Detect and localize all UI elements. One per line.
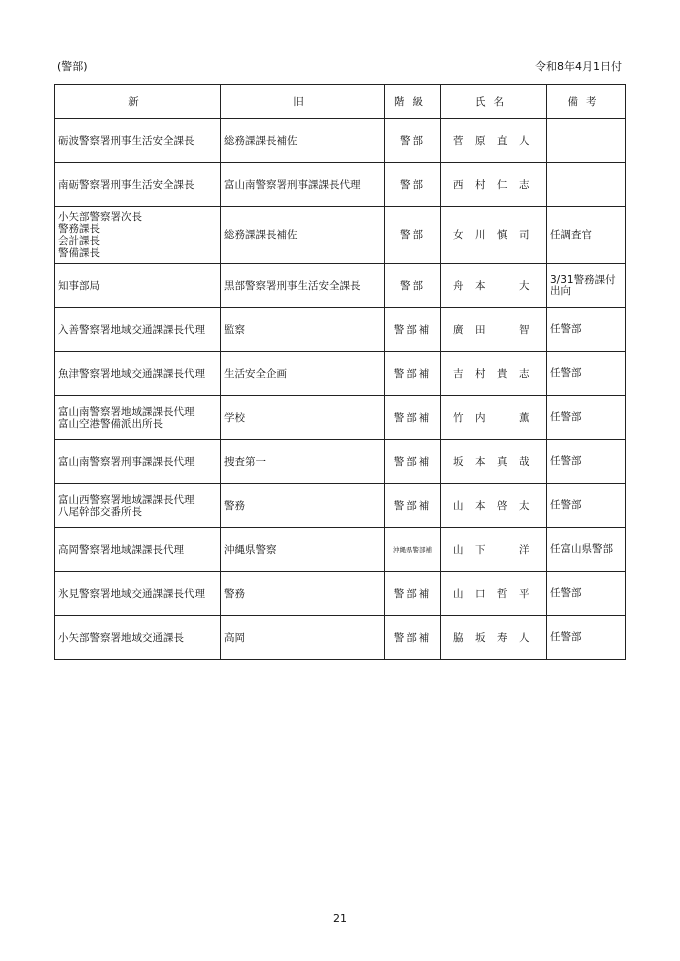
column-header-rank: 階級 bbox=[385, 85, 441, 119]
name-char: 竹 bbox=[453, 411, 464, 424]
table-row bbox=[55, 484, 626, 528]
cell-note bbox=[547, 163, 626, 207]
name-char: 志 bbox=[519, 367, 530, 380]
new-position-line: 警務課長 bbox=[58, 223, 100, 235]
name-char: 志 bbox=[519, 178, 530, 191]
cell-name bbox=[441, 396, 547, 440]
cell-rank: 警部補 bbox=[385, 352, 441, 396]
new-position-line: 魚津警察署地域交通課課長代理 bbox=[58, 367, 205, 380]
new-position-line: 南砺警察署刑事生活安全課長 bbox=[58, 178, 195, 191]
name-char: 本 bbox=[475, 279, 486, 292]
new-position-line: 小矢部警察署次長 bbox=[58, 211, 142, 223]
name-char: 大 bbox=[519, 279, 530, 292]
cell-new-position bbox=[55, 308, 221, 352]
cell-rank: 警部補 bbox=[385, 616, 441, 660]
name-char: 本 bbox=[475, 455, 486, 468]
cell-rank: 警部 bbox=[385, 163, 441, 207]
name-char: 西 bbox=[453, 178, 464, 191]
cell-new-position bbox=[55, 440, 221, 484]
name-char: 坂 bbox=[475, 631, 486, 644]
table-row bbox=[55, 616, 626, 660]
cell-note bbox=[547, 119, 626, 163]
name-char: 哉 bbox=[519, 455, 530, 468]
new-position-line: 高岡警察署地域課課長代理 bbox=[58, 543, 184, 556]
cell-note: 任富山県警部 bbox=[547, 528, 626, 572]
name-char: 貴 bbox=[497, 367, 508, 380]
cell-new-position bbox=[55, 207, 221, 264]
section-label: (警部) bbox=[57, 60, 88, 73]
name-char: 洋 bbox=[519, 543, 530, 556]
name-char: 女 bbox=[453, 229, 464, 241]
cell-note: 任警部 bbox=[547, 440, 626, 484]
cell-rank: 警部補 bbox=[385, 484, 441, 528]
new-position-line: 富山南警察署刑事課課長代理 bbox=[58, 455, 195, 468]
table-row bbox=[55, 396, 626, 440]
new-position-line: 砺波警察署刑事生活安全課長 bbox=[58, 134, 195, 147]
name-char: 山 bbox=[453, 587, 464, 600]
cell-new-position bbox=[55, 572, 221, 616]
column-header-name: 氏名 bbox=[441, 85, 547, 119]
cell-old-position: 警務 bbox=[221, 572, 385, 616]
cell-rank: 警部 bbox=[385, 264, 441, 308]
cell-new-position bbox=[55, 352, 221, 396]
name-char: 田 bbox=[475, 323, 486, 336]
cell-rank: 警部補 bbox=[385, 572, 441, 616]
new-position-line: 富山西警察署地域課課長代理 bbox=[58, 493, 195, 506]
name-char: 本 bbox=[475, 499, 486, 512]
new-position-line: 小矢部警察署地域交通課長 bbox=[58, 631, 184, 644]
cell-new-position bbox=[55, 119, 221, 163]
name-char: 下 bbox=[475, 543, 486, 556]
cell-name bbox=[441, 264, 547, 308]
name-char: 原 bbox=[475, 134, 486, 147]
name-char: 哲 bbox=[497, 587, 508, 600]
cell-old-position: 監察 bbox=[221, 308, 385, 352]
name-char: 平 bbox=[519, 587, 530, 600]
table-row bbox=[55, 528, 626, 572]
cell-name bbox=[441, 572, 547, 616]
cell-old-position: 総務課課長補佐 bbox=[221, 119, 385, 163]
cell-name bbox=[441, 484, 547, 528]
cell-name bbox=[441, 163, 547, 207]
cell-name bbox=[441, 352, 547, 396]
name-char: 薫 bbox=[519, 411, 530, 424]
effective-date: 令和8年4月1日付 bbox=[535, 60, 622, 73]
cell-name bbox=[441, 616, 547, 660]
name-char: 川 bbox=[475, 229, 486, 241]
name-char: 村 bbox=[475, 178, 486, 191]
cell-new-position bbox=[55, 163, 221, 207]
cell-rank: 警部 bbox=[385, 207, 441, 264]
table-row bbox=[55, 264, 626, 308]
name-char: 脇 bbox=[453, 631, 464, 644]
name-char: 山 bbox=[453, 543, 464, 556]
cell-old-position: 黒部警察署刑事生活安全課長 bbox=[221, 264, 385, 308]
column-header-new: 新 bbox=[55, 85, 221, 119]
name-char: 山 bbox=[453, 499, 464, 512]
cell-rank: 警部 bbox=[385, 119, 441, 163]
cell-old-position: 学校 bbox=[221, 396, 385, 440]
name-char: 廣 bbox=[453, 323, 464, 336]
table-row bbox=[55, 572, 626, 616]
name-char: 舟 bbox=[453, 279, 464, 292]
cell-old-position: 捜査第一 bbox=[221, 440, 385, 484]
cell-note: 任調査官 bbox=[547, 207, 626, 264]
name-char: 真 bbox=[497, 455, 508, 468]
cell-old-position: 総務課課長補佐 bbox=[221, 207, 385, 264]
cell-name bbox=[441, 119, 547, 163]
cell-old-position: 警務 bbox=[221, 484, 385, 528]
cell-note: 任警部 bbox=[547, 352, 626, 396]
cell-note: 3/31警務課付出向 bbox=[547, 264, 626, 308]
name-char: 村 bbox=[475, 367, 486, 380]
new-position-line: 富山南警察署地域課課長代理 bbox=[58, 405, 195, 418]
cell-name bbox=[441, 207, 547, 264]
cell-old-position: 富山南警察署刑事課課長代理 bbox=[221, 163, 385, 207]
cell-new-position bbox=[55, 616, 221, 660]
cell-old-position: 沖縄県警察 bbox=[221, 528, 385, 572]
name-char: 口 bbox=[475, 587, 486, 600]
name-char: 司 bbox=[519, 229, 530, 241]
new-position-line: 会計課長 bbox=[58, 235, 100, 247]
table-row bbox=[55, 163, 626, 207]
name-char: 吉 bbox=[453, 367, 464, 380]
cell-name bbox=[441, 528, 547, 572]
table-row bbox=[55, 207, 626, 264]
column-header-old: 旧 bbox=[221, 85, 385, 119]
column-header-note: 備考 bbox=[547, 85, 626, 119]
cell-rank: 警部補 bbox=[385, 440, 441, 484]
name-char: 人 bbox=[519, 134, 530, 147]
new-position-line: 八尾幹部交番所長 bbox=[58, 505, 142, 518]
cell-name bbox=[441, 440, 547, 484]
cell-rank: 沖縄県警部補 bbox=[385, 528, 441, 572]
cell-new-position bbox=[55, 264, 221, 308]
personnel-table bbox=[54, 84, 626, 660]
cell-note: 任警部 bbox=[547, 572, 626, 616]
new-position-line: 警備課長 bbox=[58, 247, 100, 259]
table-row bbox=[55, 352, 626, 396]
cell-note: 任警部 bbox=[547, 616, 626, 660]
name-char: 慎 bbox=[497, 229, 508, 241]
table-header-row bbox=[55, 85, 626, 119]
name-char: 仁 bbox=[497, 178, 508, 191]
cell-old-position: 生活安全企画 bbox=[221, 352, 385, 396]
new-position-line: 知事部局 bbox=[58, 279, 100, 292]
cell-rank: 警部補 bbox=[385, 396, 441, 440]
name-char: 太 bbox=[519, 499, 530, 512]
cell-note: 任警部 bbox=[547, 308, 626, 352]
name-char: 啓 bbox=[497, 499, 508, 512]
cell-note: 任警部 bbox=[547, 484, 626, 528]
table-row bbox=[55, 119, 626, 163]
cell-new-position bbox=[55, 396, 221, 440]
table-row bbox=[55, 308, 626, 352]
name-char: 直 bbox=[497, 134, 508, 147]
cell-note: 任警部 bbox=[547, 396, 626, 440]
table-row bbox=[55, 440, 626, 484]
new-position-line: 氷見警察署地域交通課課長代理 bbox=[58, 587, 205, 600]
page-number: 21 bbox=[333, 912, 347, 925]
name-char: 寿 bbox=[497, 631, 508, 644]
name-char: 人 bbox=[519, 631, 530, 644]
name-char: 智 bbox=[519, 323, 530, 336]
name-char: 坂 bbox=[453, 455, 464, 468]
new-position-line: 入善警察署地域交通課課長代理 bbox=[58, 323, 205, 336]
cell-old-position: 高岡 bbox=[221, 616, 385, 660]
name-char: 内 bbox=[475, 411, 486, 424]
new-position-line: 富山空港警備派出所長 bbox=[58, 417, 163, 430]
cell-rank: 警部補 bbox=[385, 308, 441, 352]
cell-new-position bbox=[55, 484, 221, 528]
cell-new-position bbox=[55, 528, 221, 572]
name-char: 菅 bbox=[453, 134, 464, 147]
cell-name bbox=[441, 308, 547, 352]
